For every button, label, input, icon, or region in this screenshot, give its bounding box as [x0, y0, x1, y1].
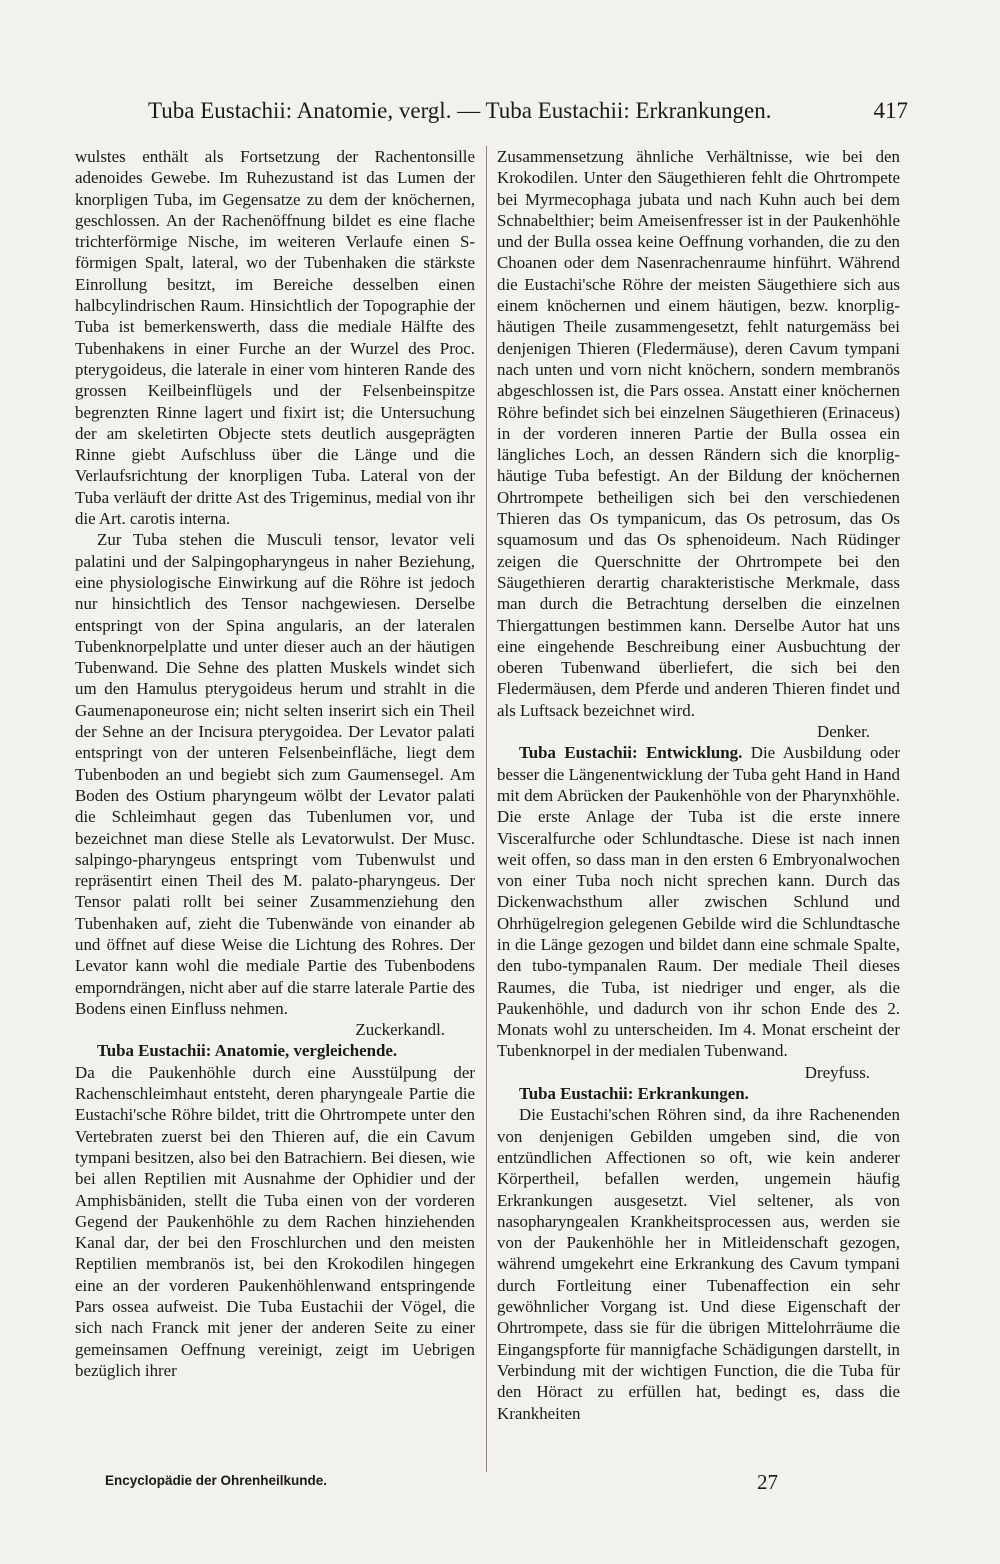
author-signature: Zuckerkandl.: [355, 1020, 445, 1040]
section-title: Tuba Eustachii: Entwicklung.: [519, 743, 743, 763]
paragraph: Zusammensetzung ähnliche Verhältnisse, wie bei den Krokodilen. Unter den Säugethieren fehlt die Ohrtrompete bei Myrmecophaga jubata und nach Kuhn auch bei dem Schnabelthier; beim Ameisenfresser ist in der Paukenhöhle und der Bulla ossea keine Oeffnung vorhanden, die zu den Choanen oder dem Nasenrachenraume hinführt. Während die Eustachi'sche Röhre der meisten Säugethiere sich aus einem knöchernen und einem häutigen, bezw. knorplig-häutigen Theile zusammengesetzt, fehlt naturgemäss bei denjenigen Thieren (Fledermäuse), deren Cavum tympani nach unten und vorn nicht knöchern, sondern membranös abgeschlossen ist, die Pars ossea. Anstatt einer knöchernen Röhre befindet sich bei einzelnen Säugethieren (Erinaceus) in der vorderen inneren Partie der Bulla ossea ein längliches Loch, an dessen Rändern sich die knorplig-häutige Tuba befestigt. An der Bildung der knöchernen Ohrtrompete betheiligen sich bei den verschiedenen Thieren das Os tympanicum, das Os petrosum, das Os squamosum und das Os sphenoideum. Nach Rüdinger zeigen die Querschnitte der Ohrtrompete bei den Säugethieren derartig charakteristische Merkmale, dass man durch die Betrachtung derselben die einzelnen Thiergattungen bestimmen kann. Derselbe Autor hat uns eine eingehende Beschreibung einer Ausbuchtung der oberen Tubenwand überliefert, die sich bei den Fledermäusen, dem Pferde und anderen Thieren findet und als Luftsack bezeichnet wird.: [497, 147, 900, 720]
footer-book-title: Encyclopädie der Ohrenheilkunde.: [105, 1473, 328, 1488]
section-heading: [75, 1040, 475, 1061]
running-header: [148, 98, 908, 130]
running-title: Tuba Eustachii: Anatomie, vergl. — Tuba Eustachii: Erkrankungen.: [148, 98, 772, 123]
right-column: [497, 146, 900, 1424]
printer-signature: 27: [757, 1470, 778, 1494]
section-title: Tuba Eustachii: Erkrankungen.: [519, 1084, 749, 1104]
left-column: [75, 146, 475, 1381]
author-signature: Denker.: [817, 722, 870, 742]
section-heading: [497, 1083, 900, 1104]
paragraph: Da die Paukenhöhle durch eine Ausstülpung der Rachenschleimhaut entsteht, deren pharyngeale Partie die Eustachi'sche Röhre bildet, tritt die Ohrtrompete unter den Vertebraten zuerst bei den Thieren auf, die ein Cavum tympani besitzen, also bei den Batrachiern. Bei diesen, wie bei allen Reptilien mit Ausnahme der Ophidier und der Amphisbäniden, stellt die Tuba einen von der vorderen Gegend der Paukenhöhle zu dem Rachen hinziehenden Kanal dar, der bei den Froschlurchen und den meisten Reptilien membranös ist, bei den Krokodilen hingegen eine an der vorderen Paukenhöhlenwand entspringende Pars ossea aufweist. Die Tuba Eustachii der Vögel, die sich nach Franck mit jener der anderen Seite zu einer gemeinsamen Oeffnung vereinigt, zeigt im Uebrigen bezüglich ihrer: [75, 1062, 475, 1380]
author-signature: Dreyfuss.: [804, 1062, 870, 1082]
paragraph: wulstes enthält als Fortsetzung der Rachentonsille adenoides Gewebe. Im Ruhezustand ist das Lumen der knorpligen Tuba, im Gegensatze zu dem der knöchernen, geschlossen. An der Rachenöffnung bildet es eine flache trichterförmige Nische, im weiteren Verlaufe einen S-förmigen Spalt, lateral, wo der Tubenhaken die stärkste Einrollung besitzt, im Bereiche desselben einen halbcylindrischen Raum. Hinsichtlich der Topographie der Tuba ist bemerkenswerth, dass die mediale Hälfte des Tubenhakens in einer Furche an der Wurzel des Proc. pterygoideus, die laterale in einer vom hinteren Rande des grossen Keilbeinflügels und der Felsenbeinspitze begrenzten Rinne lagert und fixirt ist; die Untersuchung der am skeletirten Objecte stets deutlich ausgeprägten Rinne giebt Aufschluss über die Länge und die Verlaufsrichtung der knorpligen Tuba. Lateral von der Tuba verläuft der dritte Ast des Trigeminus, medial von ihr die Art. carotis interna.: [75, 147, 475, 529]
paragraph: Die Eustachi'schen Röhren sind, da ihre Rachenenden von denjenigen Gebilden umgeben sind, die von entzündlichen Affectionen so oft, wie kein anderer Körpertheil, befallen werden, ungemein häufig Erkrankungen ausgesetzt. Viel seltener, als von nasopharyngealen Krankheitsprocessen aus, werden sie von der Paukenhöhle her in Mitleidenschaft gezogen, während umgekehrt eine Erkrankung des Cavum tympani durch Fortleitung einer Tubenaffection ein sehr gewöhnlicher Vorgang ist. Und diese Eigenschaft der Ohrtrompete, dass sie für die übrigen Mittelohrräume die Eingangspforte für mannigfache Schädigungen darstellt, in Verbindung mit der wichtigen Function, die die Tuba für den Höract zu erfüllen hat, bedingt es, dass die Krankheiten: [497, 1105, 900, 1423]
section-title: Tuba Eustachii: Anatomie, vergleichende.: [97, 1041, 398, 1061]
column-divider: [486, 146, 487, 1472]
paragraph: Zur Tuba stehen die Musculi tensor, levator veli palatini und der Salpingopharyngeus in naher Beziehung, eine physiologische Einwirkung auf die Röhre ist jedoch nur hinsichtlich des Tensor nachgewiesen. Derselbe entspringt von der Spina angularis, an der lateralen Tubenknorpelplatte und unter dieser auch an der häutigen Tubenwand. Die Sehne des platten Muskels windet sich um den Hamulus pterygoideus herum und strahlt in die Gaumenaponeurose ein; nicht selten inserirt sich ein Theil der Sehne an der Incisura pterygoidea. Der Levator palati entspringt von der unteren Felsenbeinfläche, liegt dem Tubenboden an und begiebt sich zum Gaumensegel. Am Boden des Ostium pharyngeum wölbt der Levator palati die Schleimhaut gegen das Tubenlumen vor, und bezeichnet man diese Stelle als Levatorwulst. Der Musc. salpingo-pharyngeus entspringt vom Tubenwulst und repräsentirt einen Theil des M. palato-pharyngeus. Der Tensor palati rollt bei seiner Zusammenziehung den Tubenhaken auf, zieht die Tubenwände von einander ab und öffnet auf diese Weise die Lichtung des Rohres. Der Levator kann wohl die mediale Partie des Tubenbodens emporndrängen, nicht aber auf die starre laterale Partie des Bodens einen Einfluss nehmen.: [75, 530, 475, 1018]
paragraph-text: Die Ausbildung oder besser die Längenentwicklung der Tuba geht Hand in Hand mit dem Abrücken der Paukenhöhle von der Pharynxhöhle. Die erste Anlage der Tuba ist die erste innere Visceralfurche oder Schlundtasche. Diese ist nach innen weit offen, so dass man in den ersten 6 Embryonalwochen von einer Tuba noch nicht sprechen kann. Durch das Dickenwachsthum aller zwischen Schlund und Ohrhügelregion gelegenen Gebilde wird die Schlundtasche in die Länge gezogen und bildet dann eine schmale Spalte, den tubo-tympanalen Raum. Der mediale Theil dieses Raumes, die Tuba, ist niedriger und enger, als die Paukenhöhle, und dadurch von ihr schon Ende des 2. Monats wohl zu unterscheiden. Im 4. Monat erscheint der Tubenknorpel in der medialen Tubenwand.: [497, 743, 901, 1061]
page-number: 417: [873, 98, 908, 123]
section-paragraph: [497, 742, 900, 1061]
